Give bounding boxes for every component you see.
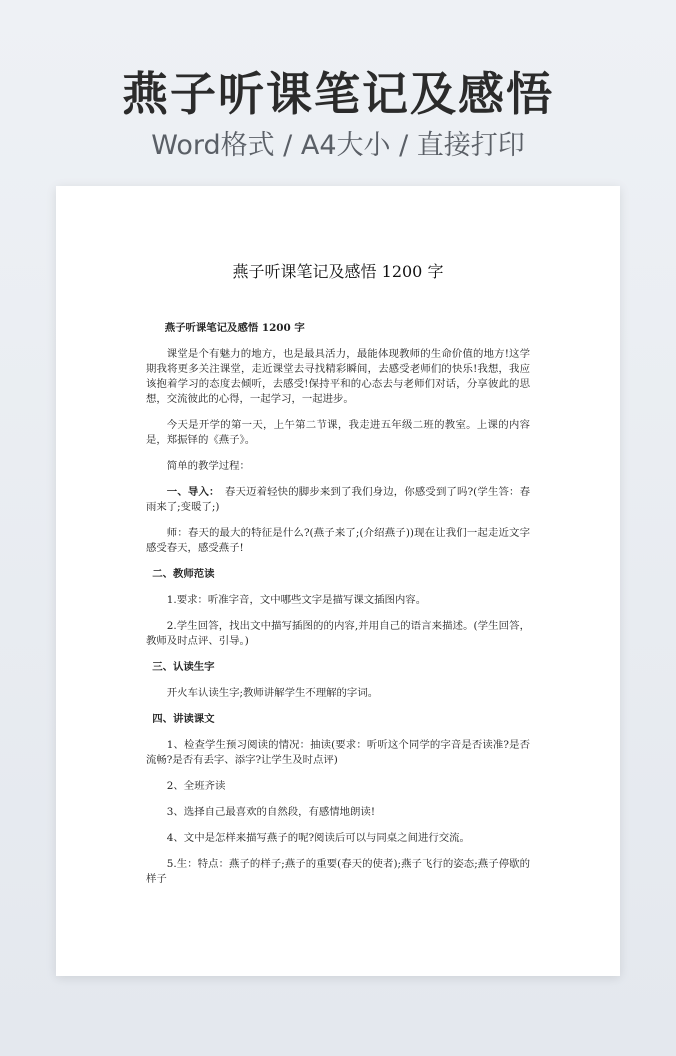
section-intro-text: 春天迈着轻快的脚步来到了我们身边，你感受到了吗?(学生答：春雨来了;变暖了;) [146, 486, 530, 513]
paragraph-check-reading: 1、检查学生预习阅读的情况：抽读(要求：听听这个同学的字音是否读准?是否流畅?是否有丢字、添字?让学生及时点评) [146, 739, 530, 766]
paragraph-intro: 课堂是个有魅力的地方，也是最具活力，最能体现教师的生命价值的地方!这学期我将更多关注课堂，走近课堂去寻找精彩瞬间，去感受老师们的快乐!我想，我应该抱着学习的态度去倾听，去感受!保持平和的心态去与老师们对话，分享彼此的思想，交流彼此的心得，一起学习，一起进步。 [146, 348, 530, 405]
paragraph-teacher-question: 师：春天的最大的特征是什么?(燕子来了;(介绍燕子))现在让我们一起走近文字感受春天，感受燕子! [146, 527, 530, 554]
paragraph-student-answer: 2.学生回答，找出文中描写插图的的内容,并用自己的语言来描述。(学生回答，教师及时点评、引导。) [146, 620, 530, 647]
section-heading-reading: 二、教师范读 [152, 568, 215, 580]
section-heading-characters: 三、认读生字 [152, 661, 215, 673]
banner-header [0, 64, 676, 166]
banner-subtitle: Word格式 / A4大小 / 直接打印 [151, 130, 525, 161]
paragraph-section-intro [146, 485, 530, 515]
document-body [146, 321, 530, 898]
document-page [56, 186, 620, 976]
paragraph-student-features: 5.生：特点：燕子的样子;燕子的重要(春天的使者);燕子飞行的姿态;燕子停歇的样子 [146, 858, 530, 885]
banner-title: 燕子听课笔记及感悟 [122, 67, 554, 121]
paragraph-characters: 开火车认读生字;教师讲解学生不理解的字词。 [166, 687, 379, 699]
paragraph-favorite-section: 3、选择自己最喜欢的自然段，有感情地朗读! [166, 806, 376, 818]
section-heading-intro: 一、导入： [166, 486, 215, 498]
document-title: 燕子听课笔记及感悟 1200 字 [232, 262, 444, 281]
paragraph-class-reading: 2、全班齐读 [166, 780, 226, 792]
paragraph-requirement: 1.要求：听准字音，文中哪些文字是描写课文插图内容。 [166, 594, 427, 606]
document-subtitle: 燕子听课笔记及感悟 1200 字 [164, 322, 305, 334]
section-heading-text: 四、讲读课文 [152, 713, 215, 725]
paragraph-lesson-info: 今天是开学的第一天，上午第二节课，我走进五年级二班的教室。上课的内容是，郑振铎的《燕子》。 [146, 419, 530, 446]
paragraph-process: 简单的教学过程： [166, 460, 250, 472]
paragraph-describe-swallow: 4、文中是怎样来描写燕子的呢?阅读后可以与同桌之间进行交流。 [166, 832, 470, 844]
